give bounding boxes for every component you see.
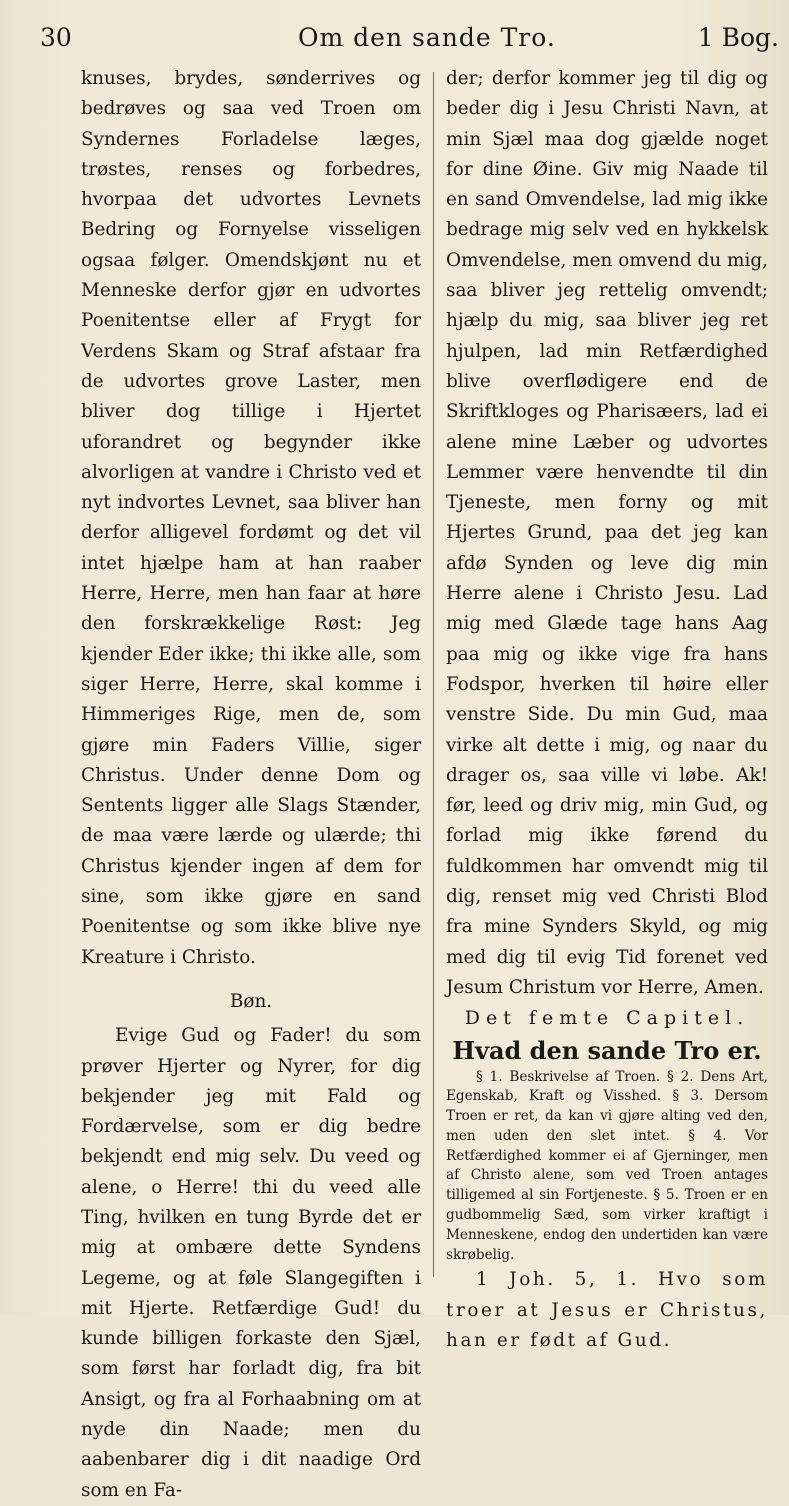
chapter-heading: Det femte Capitel.	[464, 1007, 750, 1030]
right-column	[446, 64, 768, 1356]
bible-verse: 1 Joh. 5, 1. Hvo som troer at Jesus er Christus, han er født af Gud.	[446, 1269, 768, 1352]
signature-mark: 1 Bog.	[697, 23, 779, 52]
page-header	[40, 18, 779, 58]
running-title: Om den sande Tro.	[298, 23, 556, 52]
left-paragraph-2: Evige Gud og Fader! du som prøver Hjerter og Nyrer, for dig bekjender jeg mit Fald og Fordærvelse, som er dig bedre bekjendt end mig selv. Du veed og alene, o Herre! thi du veed alle Ting, hvilken en tung Byrde det er mig at ombære dette Syndens Legeme, og at føle Slangegiften i mit Hjerte. Retfærdige Gud! du kunde billigen forkaste den Sjæl, som først har forladt dig, fra bit Ansigt, og fra al Forhaabning om at nyde din Naade; men du aabenbarer dig i dit naadige Ord som en Fa-	[81, 1025, 421, 1501]
chapter-title: Hvad den sande Tro er.	[452, 1035, 762, 1065]
chapter-summary: § 1. Beskrivelse af Troen. § 2. Dens Art, Egenskab, Kraft og Visshed. § 3. Dersom Troen er ret, da kan vi gjøre alting ved den, men uden den slet intet. § 4. Vor Retfærdighed kommer ei af Gjerninger, men af Christo alene, som ved Troen antages tilligemed al sin Fortjeneste. § 5. Troen er en gudbommelig Sæd, som virker kraftigt i Menneskene, endog den undertiden kan være skrøbelig.	[446, 1068, 768, 1263]
column-divider	[433, 72, 434, 1277]
page-number: 30	[40, 23, 72, 52]
left-column	[81, 64, 421, 1506]
right-paragraph-1: der; derfor kommer jeg til dig og beder dig i Jesu Christi Navn, at min Sjæl maa dog gjælde noget for dine Øine. Giv mig Naade til en sand Omvendelse, lad mig ikke bedrage mig selv ved en hykkelsk Omvendelse, men omvend du mig, saa bliver jeg rettelig omvendt; hjælp du mig, saa bliver jeg ret hjulpen, lad min Retfærdighed blive overflødigere end de Skriftkloges og Pharisæers, lad ei alene mine Læber og udvortes Lemmer være henvendte til din Tjeneste, men forny og mit Hjertes Grund, paa det jeg kan afdø Synden og leve dig min Herre alene i Christo Jesu. Lad mig med Glæde tage hans Aag paa mig og ikke vige fra hans Fodspor, hverken til høire eller venstre Side. Du min Gud, maa virke alt dette i mig, og naar du drager os, saa ville vi løbe. Ak! før, leed og driv mig, min Gud, og forlad mig ikke førend du fuldkommen har omvendt mig til dig, renset mig ved Christi Blod fra mine Synders Skyld, og mig med dig til evig Tid forenet ved Jesum Christum vor Herre, Amen.	[446, 68, 768, 998]
prayer-heading: Bøn.	[229, 990, 273, 1012]
left-paragraph-1: knuses, brydes, sønderrives og bedrøves og saa ved Troen om Syndernes Forladelse læges, trøstes, renses og forbedres, hvorpaa det udvortes Levnets Bedring og Fornyelse visseligen ogsaa følger. Omendskjønt nu et Menneske derfor gjør en udvortes Poenitentse eller af Frygt for Verdens Skam og Straf afstaar fra de udvortes grove Laster, men bliver dog tillige i Hjertet uforandret og begynder ikke alvorligen at vandre i Christo ved et nyt indvortes Levnet, saa bliver han derfor alligevel fordømt og det vil intet hjælpe ham at han raaber Herre, Herre, men han faar at høre den forskrækkelige Røst: Jeg kjender Eder ikke; thi ikke alle, som siger Herre, Herre, skal komme i Himmeriges Rige, men de, som gjøre min Faders Villie, siger Christus. Under denne Dom og Sentents ligger alle Slags Stænder, de maa være lærde og ulærde; thi Christus kjender ingen af dem for sine, som ikke gjøre en sand Poenitentse og som ikke blive nye Kreature i Christo.	[81, 68, 421, 968]
